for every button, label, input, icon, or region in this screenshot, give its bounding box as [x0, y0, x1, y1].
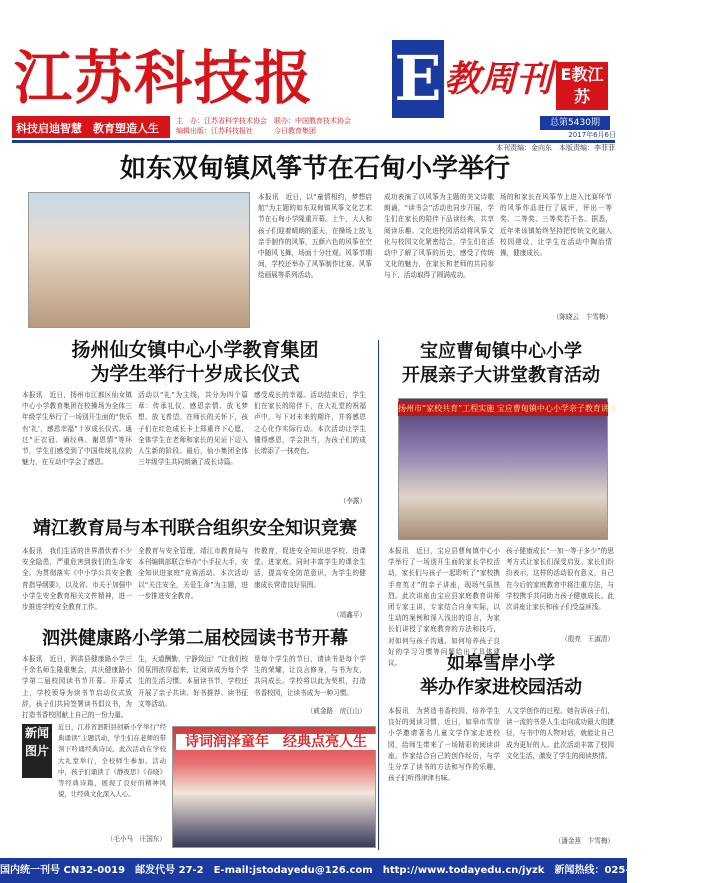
masthead-slogan: 科技启迪智慧 教育塑造人生: [12, 116, 170, 138]
article-2-title: 扬州仙女镇中心小学教育集团 为学生举行十岁成长仪式: [71, 339, 319, 385]
article-4-col1: 本报讯 我们生活的世界潜伏着不少安全隐患，严重危害到我们的生命安全。为贯彻落实《中小学公共安全教育指导纲要》，以及省、市关于加强中小学生安全教育相关文件精神，进一步推进学校安全教育工作。: [22, 547, 132, 612]
article-3-photo-banner: 扬州市“家校共育”工程实施 宝应曹甸镇中心小学亲子教育讲座: [398, 402, 608, 416]
article-4-byline: （靖鑫平）: [333, 611, 366, 619]
weekly-title: 教周刊: [444, 59, 553, 100]
article-4-col2: 全教育与安全管理，靖江市教育局与本刊编辑部联合举办“小手拉大手，安全知识进家庭”竞赛活动。本次活动以“关注安全，关爱生命”为主题，进一步推进安全教育。: [138, 547, 248, 600]
article-3-col1: 本报讯 近日，宝应县曹甸镇中心小学举行了一场别开生面的家长学校活动，家长们与孩子一起聆听了“家校携手育英才”的亲子讲座，现场气氛热烈。此次讲座由宝应县家庭教育讲师团专家主讲，专家结合自身实际，以生动的案例和深入浅出的语言，为家长们讲授了家庭教育的方法和技巧，对如何与孩子沟通、如何培养孩子良好的学习习惯等问题给出了具体建议。: [388, 547, 500, 668]
column-divider: [378, 340, 379, 850]
article-5-col3: 是每个学生的节日，请读书是每个学生的荣耀，让良言修身，与书为友，共同成长。学校将以此为契机，打造书香校园，让读书成为一种习惯。: [254, 655, 366, 697]
news-photo-label: 新闻 图片: [22, 724, 52, 778]
article-5-col1: 本报讯 近日，泗洪县健康路小学三千余名师生隆重集会，共庆健康路小学第二届校园读书节开幕。开幕式上，学校领导为读书节启动仪式致辞，孩子们共同签署读书倡议书，为打造书香校园献上自己的一份力量。: [22, 655, 132, 720]
article-2-col3: 感受成长的幸福。活动结束后，学生们在家长的陪伴下，在大礼堂的祝福声中，写下对未来的期许，并将感恩之心化作实际行动。本次活动让学生懂得感恩，学会担当，为孩子们的成长增添了一抹亮色。: [254, 391, 366, 456]
news-photo-byline: （毛小马 庄国东）: [106, 835, 166, 843]
article-3-byline: （殷亮 王淑清）: [561, 635, 614, 643]
article-5-byline: （戚金路 房江山）: [306, 707, 366, 715]
article-7-col2: 人文学创作的过程。她告诉孩子们，读一流的书是人生走向成功最大的捷径，与书中的人物对话，就能让自己成为更好的人。此次活动丰富了校园文化生活，激发了学生的阅读热情。: [506, 707, 614, 760]
article-3-photo: [398, 398, 608, 540]
article-7-col1: 本报讯 为营造书香校园，培养学生良好的阅读习惯，近日，如皋市雪岸小学邀请著名儿童文学作家走进校园，给师生带来了一场精彩的阅读讲座。作家结合自己的创作经历，与学生分享了读书的方法和写作的乐趣，孩子们听得津津有味。: [388, 707, 500, 783]
article-3-col2: 孩子健康成长“一加一等于多少”的思考方式让家长们深受启发。家长们纷纷表示，这样的活动很有意义，自己在今后的家庭教育中将注重方法，与学校携手共同助力孩子健康成长。此次讲座让家长和孩子们受益匪浅。: [506, 547, 614, 612]
editor-line: 本刊责编：金向东 本版责编：李菲菲: [496, 144, 615, 152]
article-3-title: 宝应曹甸镇中心小学 开展亲子大讲堂教育活动: [402, 341, 600, 386]
issue-label: 总第5430期: [540, 116, 610, 130]
article-2-byline: （李露）: [339, 497, 366, 505]
article-1-byline: （陈晓云 卞雪梅）: [552, 313, 612, 321]
news-photo-banner: 诗词润泽童年 经典点亮人生: [176, 734, 376, 750]
edition-badge: E教江苏: [556, 62, 608, 110]
article-5-col2: 生，天道酬勤，宁静致远！”让我们校园氛围浓厚起来，让阅读成为每个学生的生活习惯。本届读书节，学校还开展了亲子共读、好书推荐、读书征文等活动。: [138, 655, 248, 708]
article-7-title: 如皋雪岸小学 举办作家进校园活动: [420, 653, 582, 698]
article-1-photo: [28, 192, 250, 328]
footer-bar: 国内统一刊号 CN32-0019 邮发代号 27-2 E-mail:jstodayedu@126.com http://www.todayedu.cn/jyzk 新闻热线：025-84717743-814: [0, 858, 627, 883]
sponsor-line-1: 主 办：江苏省科学技术协会 联办：中国教育技术协会: [176, 117, 351, 125]
issue-date: 2017年6月6日: [568, 131, 616, 139]
article-1-col3: 场的和家长在风筝节上进入比赛环节的风筝作品进行了展评，评出一等奖、二等奖、三等奖若干名。据悉，近年来该镇始终坚持把传统文化融入校园建设，让学生在活动中陶冶情操，健康成长。: [500, 193, 612, 258]
article-5-title: 泗洪健康路小学第二届校园读书节开幕: [42, 628, 348, 649]
article-2-col1: 本报讯 近日，扬州市江都区仙女镇中心小学教育集团在校操场为全体三年级学生举行了一场别开生面的“快乐有‘礼’，感恩幸福”十岁成长仪式。通过“正衣冠、诵经典、谢恩情”等环节，学生们感受到了中国传统礼仪的魅力，在互动中学会了感恩。: [22, 391, 132, 467]
sponsor-line-2: 编辑出版：江苏科技报社 今日教育集团: [176, 127, 316, 135]
article-1-col2: 成功表演了以风筝为主题的美文诗歌朗诵，“读书会”活动也同步开展，学生们在家长的陪伴下品读经典，共享阅读乐趣。文化进校园活动将风筝文化与校园文化紧密结合，学生们在活动中了解了风筝的历史，感受了传统文化的魅力，在家长和老师的共同参与下，活动取得了圆满成功。: [384, 193, 494, 280]
article-1-title: 如东双甸镇风筝节在石甸小学举行: [119, 154, 510, 184]
article-2-col2: 活动以“礼”为主线，共分为四个篇章：传承礼仪、感恩亲情、放飞梦想、放飞希望。在师长的关怀下，孩子们在红色成长卡上郑重许下心愿，全体学生在老师和家长的见证下迈入人生新的阶段。最后，仙小集团全体三年级学生共同朗诵了成长诗篇。: [138, 391, 248, 467]
article-1-col1: 本报讯 近日，以“童情相约，梦想启航”为主题的如东双甸镇风筝文化艺术节在石甸小学隆重开幕。上午，大人和孩子们迎着晴朗的蓝天，在操场上放飞亲手制作的风筝，五颜六色的风筝在空中随风飞舞，场面十分壮观。风筝节期间，学校还举办了风筝制作比赛、风筝绘画展等系列活动。: [258, 193, 372, 280]
e-letter-logo: E: [392, 40, 444, 118]
article-4-col3: 传教育，促进安全知识进学校、进课堂、进家庭。同时丰富学生的课余生活，提高安全防范意识，为学生的健康成长营造良好氛围。: [254, 547, 366, 589]
article-7-byline: （潘金燕 卞雪梅）: [554, 837, 614, 845]
article-4-title: 靖江教育局与本刊联合组织安全知识竞赛: [33, 518, 357, 539]
masthead-title: 江苏科技报: [14, 44, 315, 112]
masthead-sponsor: [176, 116, 444, 136]
news-photo-caption: 近日，江苏省泗阳县创新小学举行“经典诵读”主题活动，学生们在老师的带领下吟诵经典诗词。此次活动在学校大礼堂举行，全校师生参加。活动中，孩子们诵读了《静夜思》《春晓》等经典诗篇，展现了良好的精神风貌，让经典文化深入人心。: [58, 723, 166, 799]
